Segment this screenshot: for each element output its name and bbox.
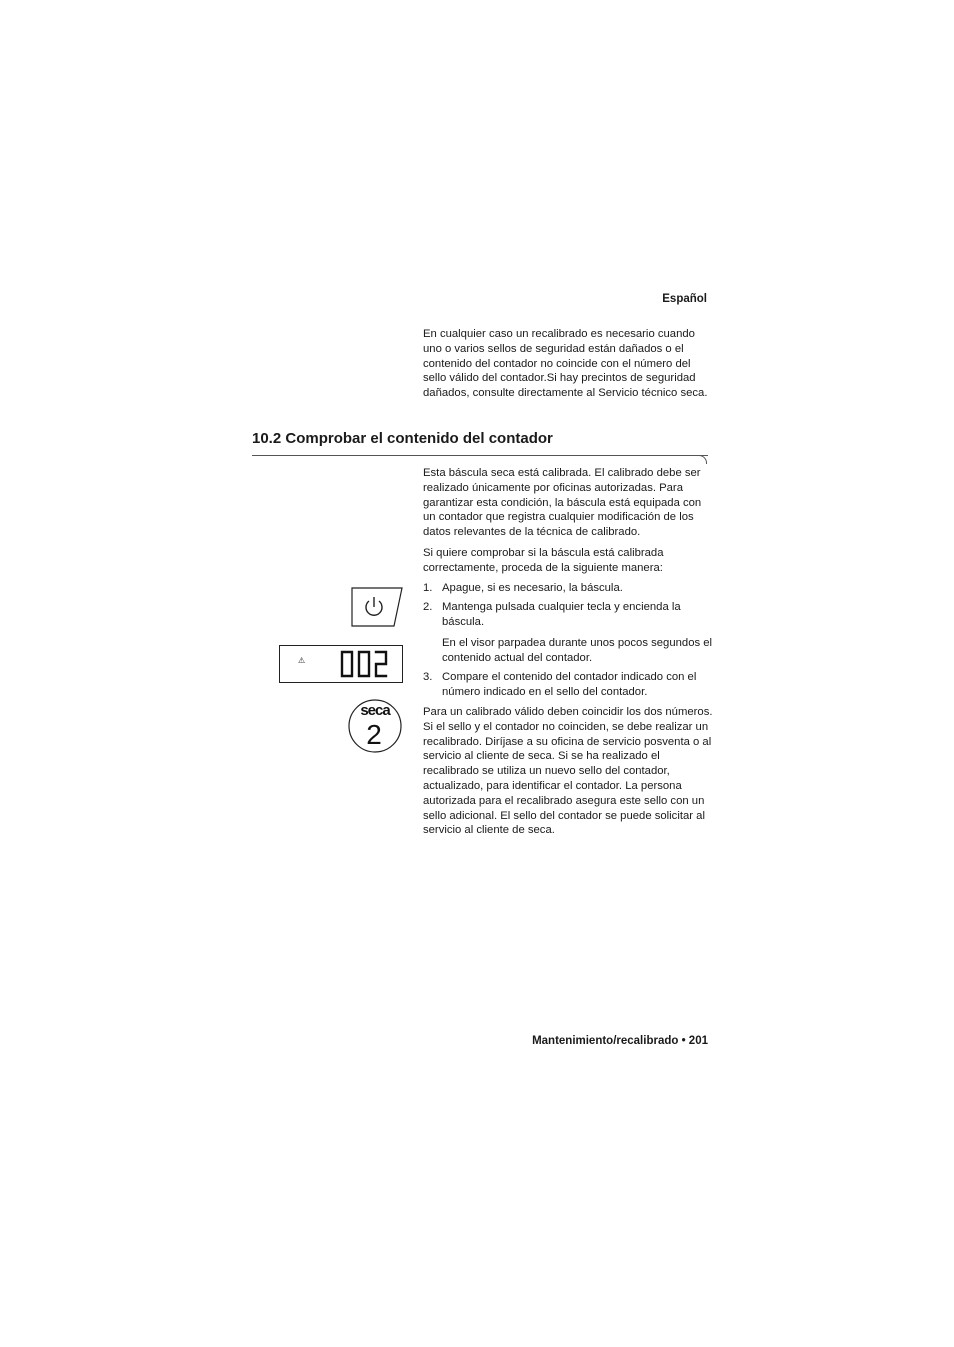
step-1 [423,581,623,596]
seca-seal-figure [346,698,404,754]
section-paragraph-1: Esta báscula seca está calibrada. El calibrado debe ser realizado únicamente por oficinas autorizadas. Para garantizar esta condición, la báscula está equipada con un contador que registra cualquier modificación de los datos relevantes de la técnica de calibrado. [423,467,702,539]
section-heading: 10.2 Comprobar el contenido del contador [252,430,553,447]
seal-brand: seca [360,702,390,719]
step-2-note: En el visor parpadea durante unos pocos segundos el contenido actual del contador. [442,637,713,664]
warning-icon: ⚠ [298,656,306,665]
seal-number: 2 [366,719,382,750]
step-3 [423,670,713,700]
power-icon [350,587,404,627]
step-2 [423,600,713,630]
step-number: 2. [423,601,433,613]
seal-icon [346,698,404,754]
section-paragraph-3: Para un calibrado válido deben coincidir los dos números. Si el sello y el contador no coinciden, se debe realizar un recalibrado. Diríjase a su oficina de servicio posventa o al servicio al cliente de seca. Si se ha realizado el recalibrado se utiliza un nuevo sello del contador, actualizado, para identificar el contador. La persona autorizada para el recalibrado asegura este sello con un sello adicional. El sello del contador se puede solicitar al servicio al cliente de seca. [423,706,713,837]
step-number: 3. [423,671,433,683]
section-paragraph-2: Si quiere comprobar si la báscula está calibrada correctamente, proceda de la siguiente manera: [423,547,664,574]
step-text: Compare el contenido del contador indicado con el número indicado en el sello del contador. [442,671,697,698]
intro-paragraph: En cualquier caso un recalibrado es necesario cuando uno o varios sellos de seguridad están dañados o el contenido del contador no coincide con el número del sello válido del contador.Si hay precintos de seguridad dañados, consulte directamente al Servicio técnico seca. [423,328,708,400]
page-footer: Mantenimiento/recalibrado • 201 [532,1035,708,1047]
step-number: 1. [423,582,433,594]
section-rule-end [698,455,707,464]
section-rule [252,455,708,456]
counter-display-figure [279,645,403,683]
power-key-figure [350,587,404,627]
step-text: Apague, si es necesario, la báscula. [442,582,623,594]
step-text: Mantenga pulsada cualquier tecla y encienda la báscula. [442,601,681,628]
language-label: Español [662,293,707,305]
counter-digits [340,649,390,679]
